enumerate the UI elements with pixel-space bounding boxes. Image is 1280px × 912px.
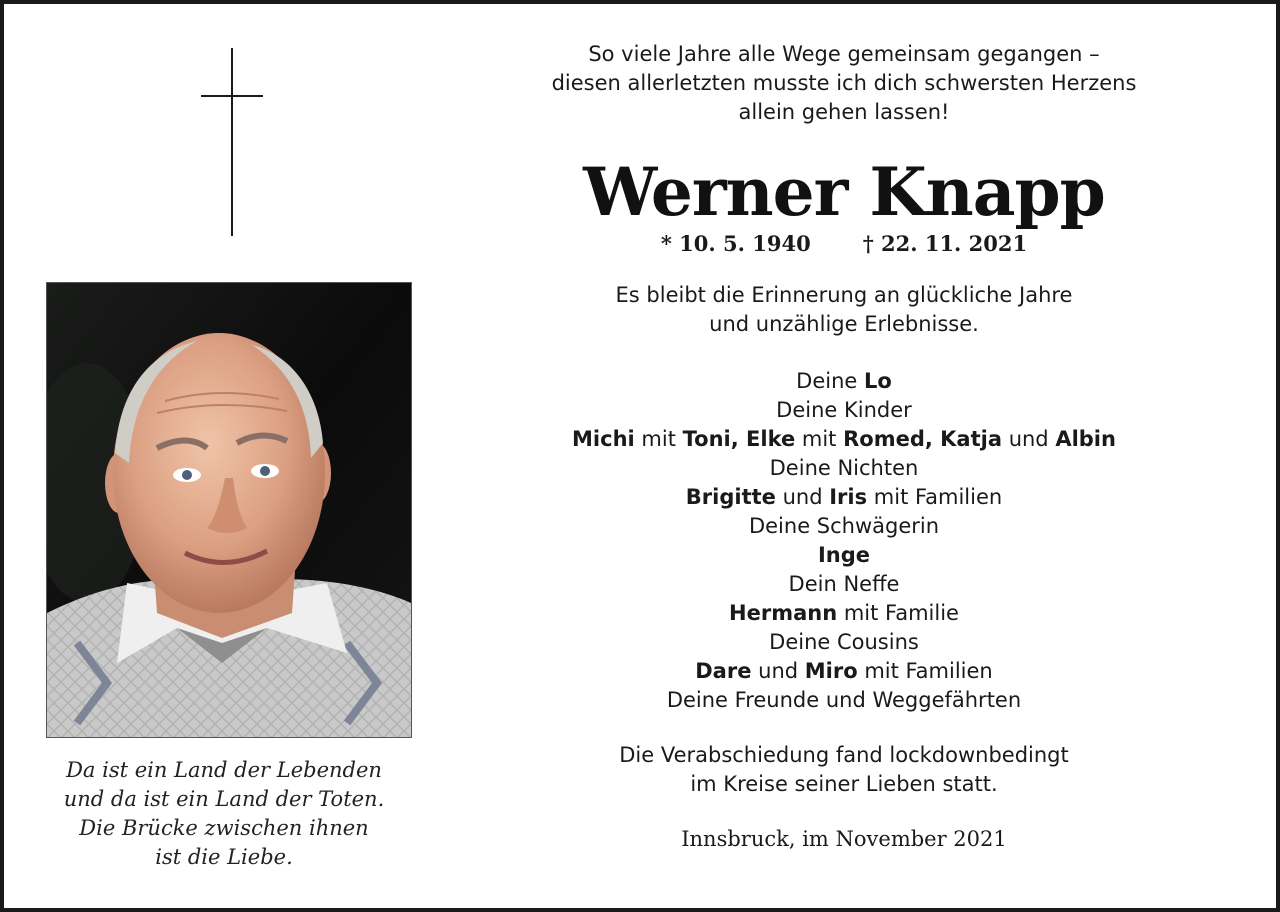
birth-date: * 10. 5. 1940 (660, 231, 811, 256)
mourner-name: Dare (695, 659, 752, 683)
mourner-name: Albin (1055, 427, 1116, 451)
poem-line: und da ist ein Land der Toten. (63, 787, 385, 811)
mourner-name: Hermann (729, 601, 838, 625)
mourner-connector: mit Familien (867, 485, 1003, 509)
mourner-connector: mit (795, 427, 844, 451)
mourner-connector: mit (634, 427, 683, 451)
memory-line: und unzählige Erlebnisse. (709, 312, 979, 336)
mourner-name: Romed, Katja (843, 427, 1003, 451)
mourner-line (504, 599, 1184, 628)
mourner-relation: Deine Freunde und Weggefährten (666, 688, 1022, 712)
place-date: Innsbruck, im November 2021 (681, 827, 1007, 851)
poem (24, 756, 424, 872)
intro-line: allein gehen lassen! (738, 100, 950, 124)
mourner-line (504, 425, 1184, 454)
mourner-connector: und (751, 659, 805, 683)
farewell-line: im Kreise seiner Lieben statt. (690, 772, 998, 796)
mourner-name: Iris (829, 485, 868, 509)
life-dates (504, 229, 1184, 259)
obituary-text (504, 40, 1184, 854)
mourner-relation: Deine Nichten (769, 456, 919, 480)
mourner-relation: Deine Schwägerin (748, 514, 940, 538)
cross-icon (198, 46, 266, 238)
mourner-line (504, 367, 1184, 396)
mourner-name: Lo (864, 369, 892, 393)
deceased-name: Werner Knapp (583, 153, 1105, 231)
intro-text (504, 40, 1184, 127)
mourner-connector: und (1002, 427, 1056, 451)
mourner-connector: mit Familien (857, 659, 993, 683)
intro-line: diesen allerletzten musste ich dich schwersten Herzens (551, 71, 1137, 95)
mourner-connector: mit Familie (837, 601, 959, 625)
mourner-relation: Deine Kinder (776, 398, 912, 422)
poem-line: Die Brücke zwischen ihnen (79, 816, 369, 840)
intro-line: So viele Jahre alle Wege gemeinsam gegangen – (588, 42, 1100, 66)
farewell-line: Die Verabschiedung fand lockdownbedingt (619, 743, 1069, 767)
portrait-photo (46, 282, 412, 738)
farewell-text (504, 741, 1184, 799)
mourner-connector: und (775, 485, 830, 509)
mourners-list (504, 367, 1184, 715)
mourner-name: Miro (804, 659, 858, 683)
mourner-relation: Dein Neffe (788, 572, 900, 596)
mourner-name: Brigitte (685, 485, 776, 509)
memory-line: Es bleibt die Erinnerung an glückliche Jahre (615, 283, 1073, 307)
memory-text (504, 281, 1184, 339)
mourner-line (504, 541, 1184, 570)
mourner-relation: Deine Cousins (769, 630, 919, 654)
mourner-name: Inge (817, 543, 871, 567)
mourner-relation: Deine (796, 369, 865, 393)
mourner-name: Michi (572, 427, 635, 451)
death-date: † 22. 11. 2021 (862, 231, 1028, 256)
poem-line: Da ist ein Land der Lebenden (66, 758, 382, 782)
mourner-line (504, 657, 1184, 686)
mourner-name: Toni, Elke (682, 427, 796, 451)
poem-line: ist die Liebe. (155, 845, 293, 869)
mourner-line (504, 483, 1184, 512)
